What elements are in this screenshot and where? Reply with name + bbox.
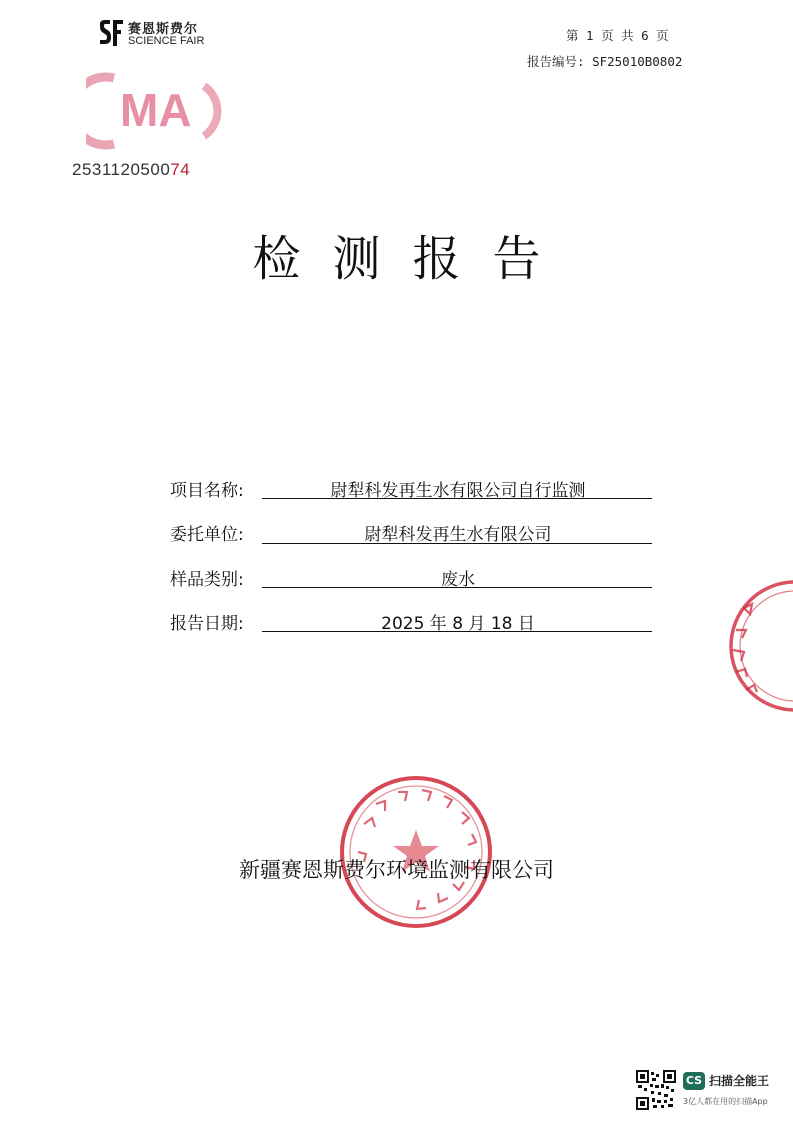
document-title: 检测报告 xyxy=(252,231,573,287)
cma-mark-icon xyxy=(86,70,226,150)
camscanner-tagline: 3亿人都在用的扫描App xyxy=(683,1097,768,1106)
underline xyxy=(262,543,652,544)
project-name-label: 项目名称: xyxy=(170,481,244,501)
report-number-label: 报告编号: xyxy=(527,54,585,69)
underline xyxy=(262,631,652,632)
report-date-value: 2025 年 8 月 18 日 xyxy=(381,614,535,634)
camscanner-name: 扫描全能王 xyxy=(709,1074,770,1088)
project-name-value: 尉犁科发再生水有限公司自行监测 xyxy=(330,481,586,501)
cma-letters: MA xyxy=(120,84,192,136)
cma-number-main: 2531120500 xyxy=(72,160,171,179)
underline xyxy=(262,587,652,588)
sample-type-value: 废水 xyxy=(441,570,475,590)
qr-code-icon xyxy=(636,1070,676,1110)
report-number-value: SF25010B0802 xyxy=(592,54,683,69)
sample-type-label: 样品类别: xyxy=(170,570,244,590)
report-date-label: 报告日期: xyxy=(170,614,244,634)
cma-number-tail: 74 xyxy=(170,160,191,179)
company-seal-icon xyxy=(336,772,496,932)
logo-chinese-name: 赛恩斯费尔 xyxy=(128,22,199,37)
logo-english-name: SCIENCE FAIR xyxy=(128,35,205,47)
client-label: 委托单位: xyxy=(170,525,244,545)
report-number xyxy=(527,52,682,70)
camscanner-badge: CS xyxy=(683,1072,705,1090)
company-logo xyxy=(98,16,238,56)
page-indicator: 第 1 页 共 6 页 xyxy=(566,28,669,43)
partial-seal-icon xyxy=(700,578,793,718)
sf-logo-icon xyxy=(98,18,124,48)
cma-certificate-number xyxy=(72,160,190,180)
issuing-company: 新疆赛恩斯费尔环境监测有限公司 xyxy=(239,858,554,882)
underline xyxy=(262,498,652,499)
client-value: 尉犁科发再生水有限公司 xyxy=(364,525,552,545)
